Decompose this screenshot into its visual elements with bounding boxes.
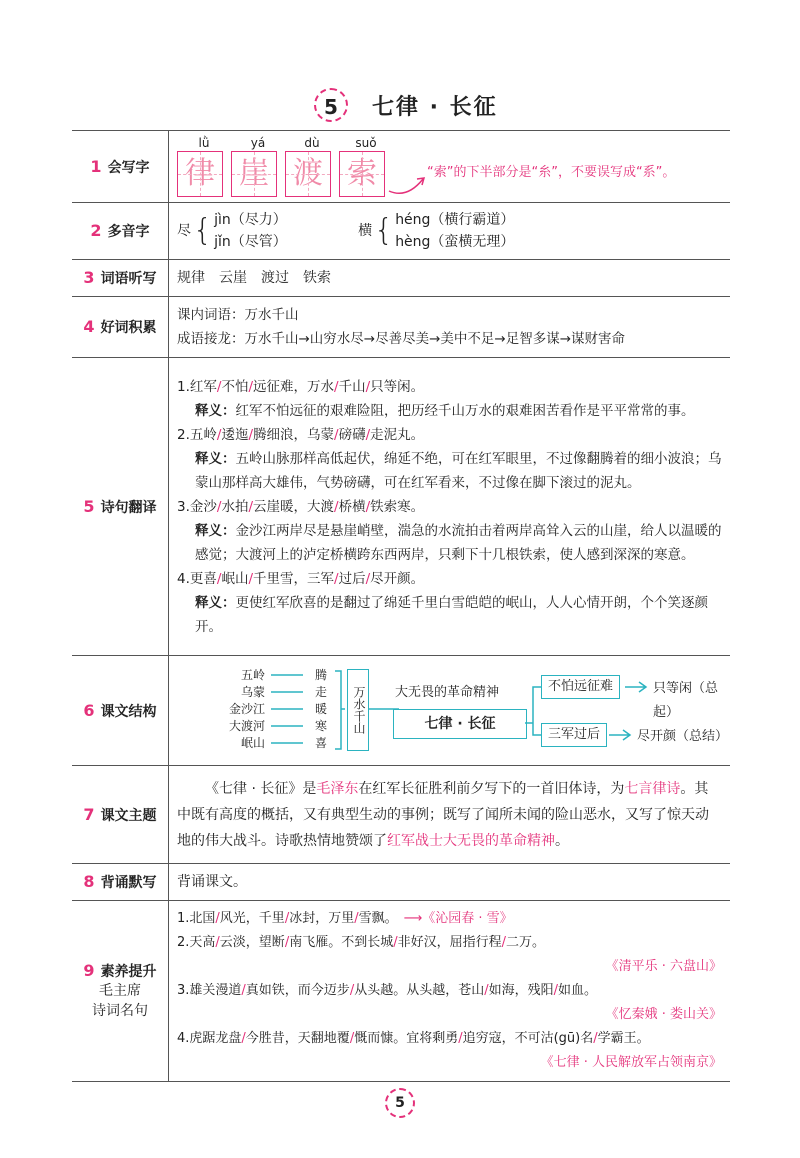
poly-char: 尽 <box>177 223 191 239</box>
row-polyphonic: 2 多音字 尽 { jìn（尽力） jǐn（尽管） 横 { héng（横行霸道） hèng（蛮横无理） <box>72 203 730 260</box>
poem-line: 4.更喜/岷山/千里雪，三军/过后/尽开颜。 <box>177 570 425 587</box>
quote-source: 《忆秦娥 · 娄山关》 <box>605 1007 722 1022</box>
char-item: suǒ 索 <box>339 135 393 197</box>
row-recite: 8 背诵默写 背诵课文。 <box>72 864 730 901</box>
row-label: 1 会写字 <box>72 131 169 203</box>
write-note: “索”的下半部分是“糸”，不要误写成“系”。 <box>427 164 676 180</box>
branch-box: 不怕远征难 <box>541 675 620 699</box>
poly-char: 横 <box>358 223 373 239</box>
row-theme: 7 课文主题 《七律 · 长征》是毛泽东在红军长征胜利前夕写下的一首旧体诗，为七言律诗。其中既有高度的概括，又有典型生动的事例；既写了闻所未闻的险山恶水，又写了惊天动地的伟大战斗。诗歌热情地赞颂了红军战士大无畏的革命精神。 <box>72 766 730 864</box>
spirit-text: 大无畏的革命精神 <box>395 684 500 700</box>
row-quotes: 9 素养提升 毛主席 诗词名句 1.北国/风光，千里/冰封，万里/雪飘。 ⟶《沁园春 · 雪》 2.天高/云淡，望断/南飞雁。不到长城/非好汉，屈指行程/二万。 《清平乐 · 六盘山》 3.雄关漫道/真如铁，而今迈步/从头越。从头越，苍山/如海，残阳/如血。 《忆秦娥 · 娄山关》 4.虎踞龙盘/今胜昔，天翻地覆/慨而慷。宜将剩勇/追穷寇，不可沽(gū)名/学霸王。 《七律 · 人民解放军占领南京》 <box>72 901 730 1082</box>
page-number: 5 <box>385 1088 415 1118</box>
lesson-number-badge: 5 <box>314 88 348 122</box>
quote-source: 《清平乐 · 六盘山》 <box>605 959 722 974</box>
center-box: 七律 · 长征 <box>393 709 527 739</box>
char-item: dù 渡 <box>285 135 339 197</box>
quote-source: 《七律 · 人民解放军占领南京》 <box>540 1055 722 1070</box>
quote-line: 2.天高/云淡，望断/南飞雁。不到长城/非好汉，屈指行程/二万。 <box>177 935 546 950</box>
row-translation: 5 诗句翻译 1.红军/不怕/远征难，万水/千山/只等闲。 释义：红军不怕远征的艰难险阻，把历经千山万水的艰难困苦看作是平平常常的事。 2.五岭/逶迤/腾细浪，乌蒙/磅礴/走泥丸。 释义：五岭山脉那样高低起伏，绵延不绝，可在红军眼里，不过像翻腾着的细小波浪；乌蒙山那样高大雄伟，气势磅礴，可在红军看来，不过像在脚下滚过的泥丸。 3.金沙/水拍/云崖暖，大渡/桥横/铁索寒。 释义：金沙江两岸尽是悬崖峭壁，湍急的水流拍击着两岸高耸入云的山崖，给人以温暖的感觉；大渡河上的泸定桥横跨东西两岸，只剩下十几根铁索，使人感到深深的寒意。 4.更喜/岷山/千里雪，三军/过后/尽开颜。 释义：更使红军欣喜的是翻过了绵延千里白雪皑皑的岷山，人人心情开朗，个个笑逐颜开。 <box>72 358 730 656</box>
row-write-chars <box>72 131 730 203</box>
row-dictation: 3 词语听写 规律 云崖 渡过 铁索 <box>72 260 730 297</box>
quote-line: 4.虎踞龙盘/今胜昔，天翻地覆/慨而慷。宜将剩勇/追穷寇，不可沽(gū)名/学霸王。 <box>177 1031 650 1046</box>
page-header <box>0 88 800 124</box>
wanshui-box: 万水千山 <box>347 669 369 751</box>
char-item: lǜ 律 <box>177 135 231 197</box>
poem-line: 3.金沙/水拍/云崖暖，大渡/桥横/铁索寒。 <box>177 498 425 515</box>
row-structure: 6 课文结构 五岭 乌蒙 金沙江 大渡河 岷山 腾 走 暖 寒 喜 万水千山 大无畏的革命精神 七律 · 长征 不怕远征难 只等闲（总起） 三军过后 尽开颜（总结） <box>72 656 730 766</box>
char-item: yá 崖 <box>231 135 285 197</box>
study-table <box>72 130 730 1082</box>
poem-line: 1.红军/不怕/远征难，万水/千山/只等闲。 <box>177 378 425 395</box>
quote-source: 《沁园春 · 雪》 <box>422 911 513 926</box>
structure-diagram: 五岭 乌蒙 金沙江 大渡河 岷山 腾 走 暖 寒 喜 万水千山 大无畏的革命精神 七律 · 长征 不怕远征难 只等闲（总起） 三军过后 尽开颜（总结） <box>228 667 729 750</box>
row-vocab: 4 好词积累 课内词语：万水千山 成语接龙：万水千山→山穷水尽→尽善尽美→美中不足→足智多谋→谋财害命 <box>72 297 730 358</box>
arrow-icon <box>387 167 427 197</box>
poem-line: 2.五岭/逶迤/腾细浪，乌蒙/磅礴/走泥丸。 <box>177 426 425 443</box>
quote-line: 1.北国/风光，千里/冰封，万里/雪飘。 <box>177 911 398 926</box>
branch-box: 三军过后 <box>541 723 607 747</box>
quote-line: 3.雄关漫道/真如铁，而今迈步/从头越。从头越，苍山/如海，残阳/如血。 <box>177 983 598 998</box>
lesson-title: 七律 · 长征 <box>372 95 498 120</box>
